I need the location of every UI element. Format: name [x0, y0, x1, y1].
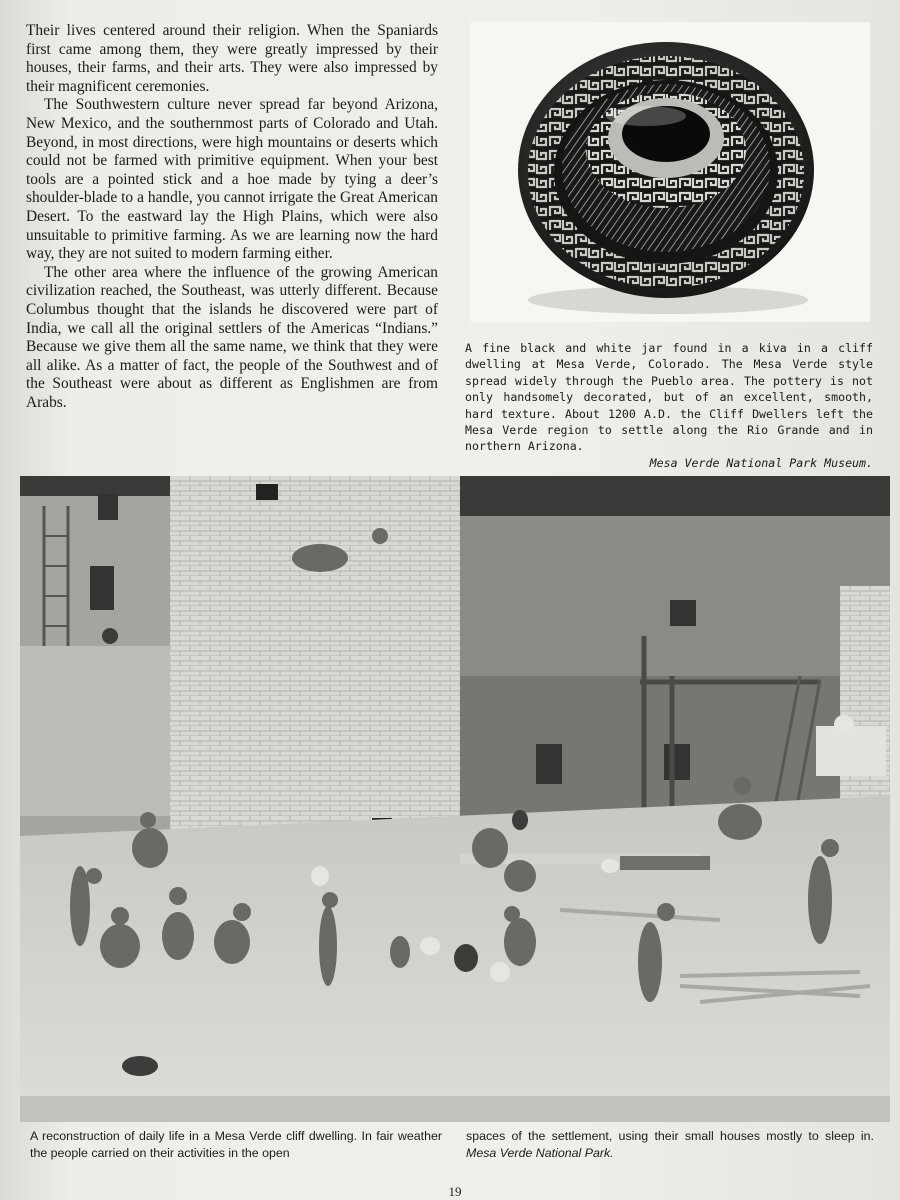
diorama-caption-left: A reconstruction of daily life in a Mesa Verde cliff dwelling. In fair weather the people carried on their activities in the open — [30, 1129, 442, 1160]
jar-photo — [470, 22, 870, 322]
page-number: 19 — [448, 1184, 462, 1199]
paragraph-2: The Southwestern culture never spread far beyond Arizona, New Mexico, and the southernmost parts of Colorado and Utah. Beyond, in most directions, were high mountains or deserts which could not be farmed with primitive equipment. When your best tools are a pointed stick and a hoe made by tying a deer’s shoulder-blade to a handle, you cannot irrigate the Great American Desert. To the eastward lay the High Plains, which were also unsuitable to primitive farming. As we are learning now the hard way, they are not suited to modern farming either. — [26, 96, 438, 263]
paragraph-1: Their lives centered around their religion. When the Spaniards first came among them, they were greatly impressed by their houses, their farms, and their arts. They were also impressed by their magnificent ceremonies. — [26, 22, 438, 95]
jar-caption-text: A fine black and white jar found in a kiva in a cliff dwelling at Mesa Verde, Colorado. The Mesa Verde style spread widely through the Pueblo area. The pottery is not only handsomely decorated, but of an excellent, smooth, hard texture. About 1200 A.D. the Cliff Dwellers left the Mesa Verde region to settle along the Rio Grande and in northern Arizona. — [465, 341, 873, 454]
diorama-caption-right — [466, 1128, 874, 1162]
cliff-dwelling-diorama-photo — [20, 476, 890, 1122]
diorama-caption-right-text: spaces of the settlement, using their small houses mostly to sleep in. — [466, 1129, 874, 1143]
jar-credit: Mesa Verde National Park Museum. — [649, 455, 873, 470]
article-text — [26, 22, 438, 412]
diorama-credit: Mesa Verde National Park. — [466, 1146, 614, 1160]
paragraph-3: The other area where the influence of the growing American civilization reached, the Southeast, was utterly different. Because Columbus thought that the islands he discovered were part of India, we call all the original settlers of the Americas “Indians.” Because we give them all the same name, we think that they were all alike. As a matter of fact, the people of the Southwest and of the Southeast were about as different as Englishmen are from Arabs. — [26, 263, 438, 411]
jar-caption — [465, 340, 873, 471]
